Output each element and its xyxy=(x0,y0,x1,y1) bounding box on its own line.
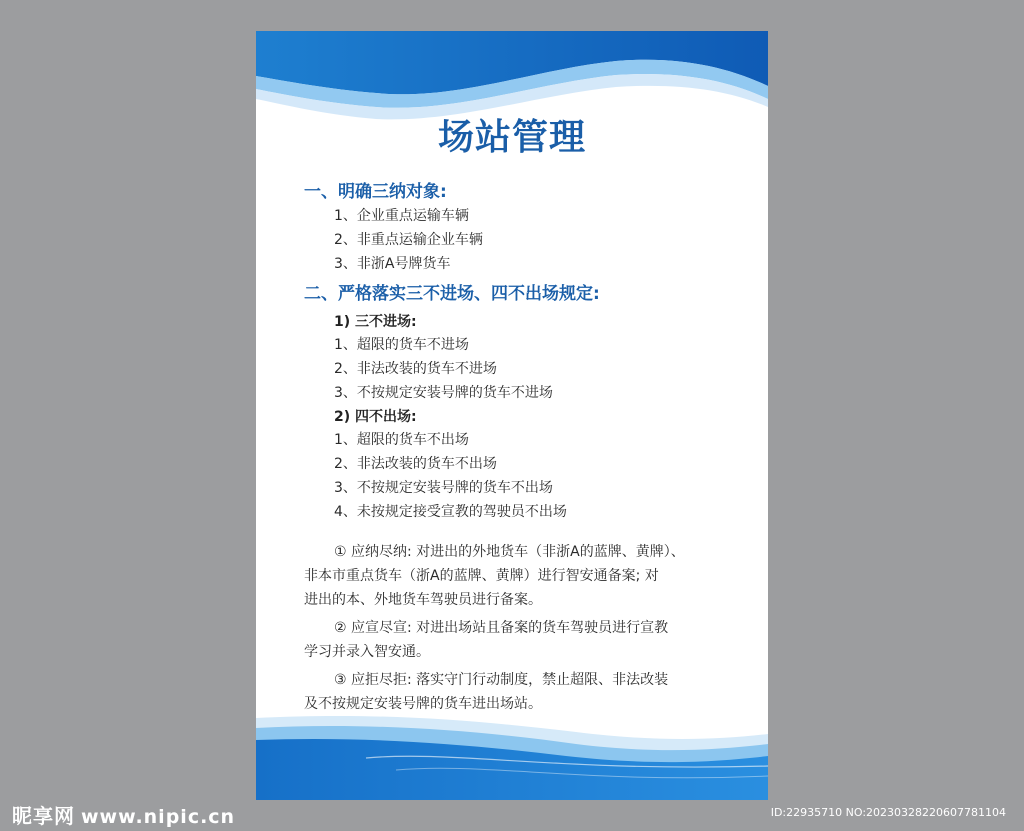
body-line: 3、不按规定安装号牌的货车不进场 xyxy=(334,385,553,401)
body-line: ① 应纳尽纳: 对进出的外地货车（非浙A的蓝牌、黄牌）、 xyxy=(334,544,685,560)
body-line: ③ 应拒尽拒: 落实守门行动制度，禁止超限、非法改装 xyxy=(334,672,669,688)
body-line: 1、超限的货车不进场 xyxy=(334,337,469,353)
body-line: 4、未按规定接受宣教的驾驶员不出场 xyxy=(334,504,567,520)
watermark-logo-text: 昵享网 xyxy=(12,804,75,828)
bottom-wave-decoration xyxy=(256,710,768,800)
subsection-heading: 2) 四不出场: xyxy=(334,409,417,425)
watermark-logo xyxy=(12,800,235,829)
body-line: 1、超限的货车不出场 xyxy=(334,432,469,448)
body-line: 及不按规定安装号牌的货车进出场站。 xyxy=(304,696,542,712)
page-title: 场站管理 xyxy=(437,117,586,158)
section-heading: 二、严格落实三不进场、四不出场规定: xyxy=(304,284,600,304)
body-line: 2、非重点运输企业车辆 xyxy=(334,232,483,248)
body-line: 非本市重点货车（浙A的蓝牌、黄牌）进行智安通备案; 对 xyxy=(304,568,659,584)
body-line: 1、企业重点运输车辆 xyxy=(334,208,469,224)
body-line: 2、非法改装的货车不进场 xyxy=(334,361,497,377)
section-heading: 一、明确三纳对象: xyxy=(304,182,447,202)
body-line: 3、不按规定安装号牌的货车不出场 xyxy=(334,480,553,496)
subsection-heading: 1) 三不进场: xyxy=(334,314,417,330)
body-line: 2、非法改装的货车不出场 xyxy=(334,456,497,472)
body-line: 学习并录入智安通。 xyxy=(304,644,430,660)
watermark-url: www.nipic.cn xyxy=(81,806,236,828)
body-line: 3、非浙A号牌货车 xyxy=(334,256,451,272)
poster xyxy=(256,31,768,800)
body-line: ② 应宣尽宣: 对进出场站且备案的货车驾驶员进行宣教 xyxy=(334,620,669,636)
watermark-id: ID:22935710 NO:20230328220607781104 xyxy=(770,806,1006,819)
body-line: 进出的本、外地货车驾驶员进行备案。 xyxy=(304,592,542,608)
